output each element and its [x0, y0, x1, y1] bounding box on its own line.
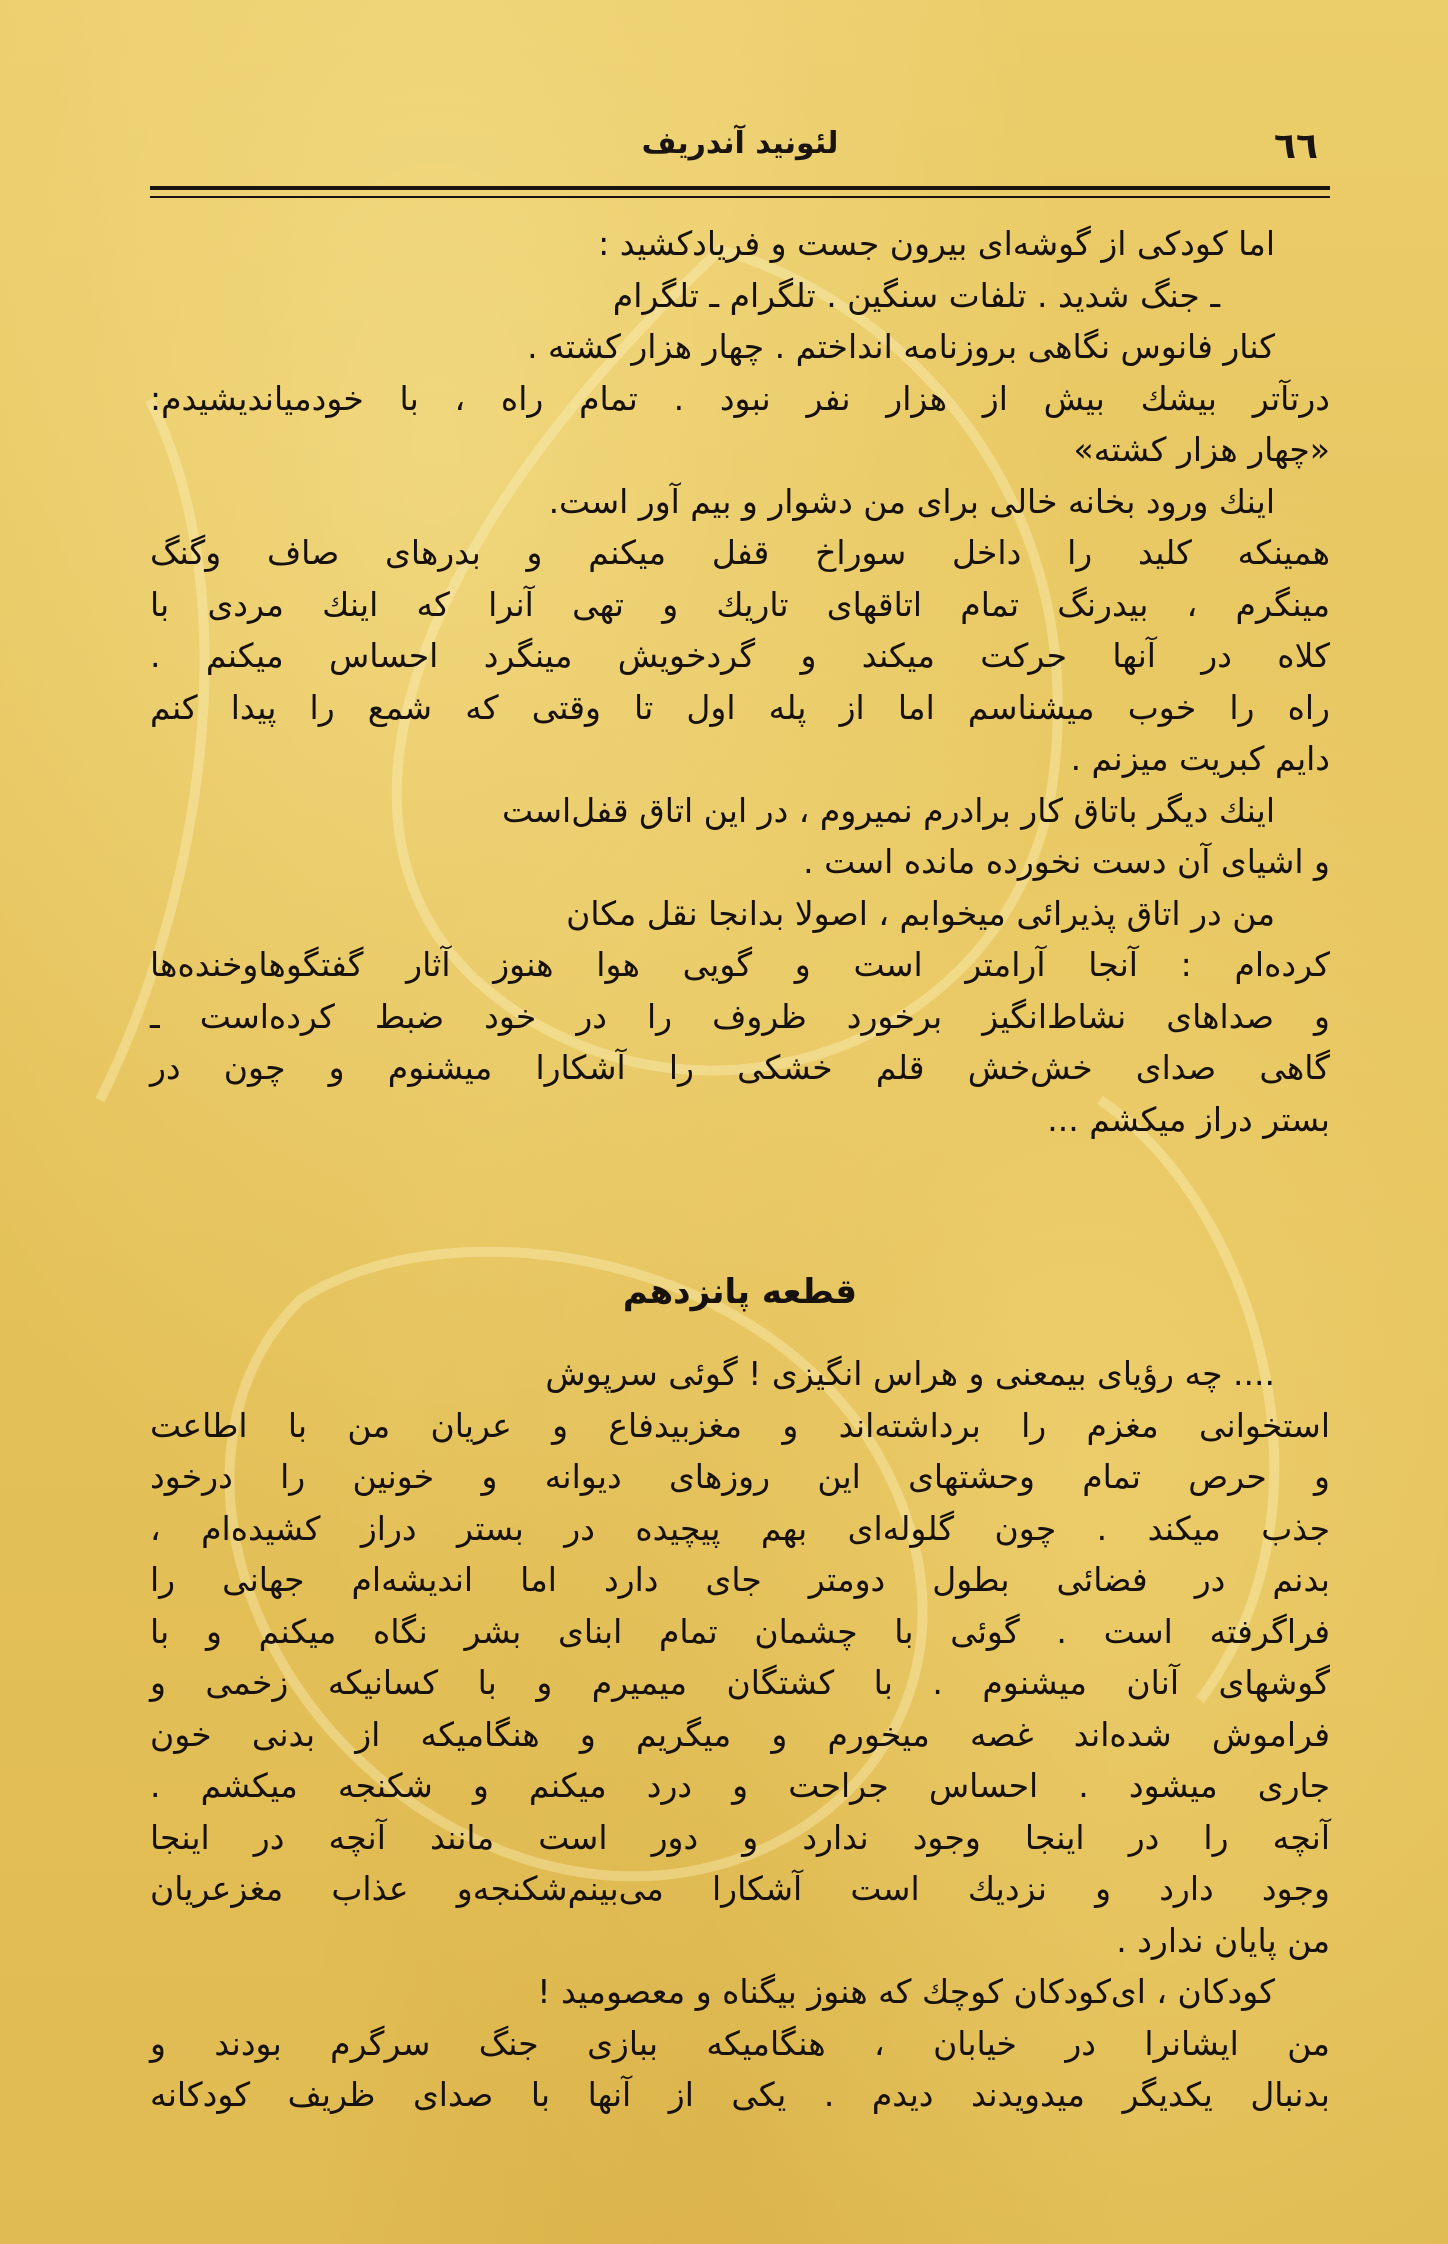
- text-line: کودکان ، ای‌کودکان کوچك که هنوز بیگناه و معصومید !: [537, 1972, 1275, 2011]
- text-line: راه را خوب میشناسم اما از پله اول تا وقتی که شمع را پیدا کنم: [150, 687, 1330, 727]
- text-line: و حرص تمام وحشتهای این روزهای دیوانه و خونین را درخود: [150, 1457, 1330, 1496]
- text-line: و صداهای نشاط‌انگیز برخورد ظروف را در خود ضبط کرده‌است ـ: [150, 996, 1330, 1036]
- text-line: استخوانی مغزم را برداشته‌اند و مغزبیدفاع و عریان من با اطاعت: [150, 1405, 1330, 1445]
- text-line: بدنم در فضائی بطول دومتر جای دارد اما اندیشه‌ام جهانی را: [150, 1560, 1330, 1599]
- text-line: و اشیای آن دست نخورده مانده است .: [803, 842, 1330, 881]
- text-line: کلاه در آنها حرکت میکند و گردخویش مینگرد احساس میکنم .: [150, 636, 1330, 675]
- text-line: گوشهای آنان میشنوم . با کشتگان میمیرم و با کسانیکه زخمی و: [150, 1663, 1330, 1702]
- text-line: من در اتاق پذیرائی میخوابم ، اصولا بدانجا نقل مکان: [566, 893, 1275, 933]
- section-two-text: [150, 1348, 1330, 2121]
- text-line: جذب میکند . چون گلوله‌ای بهم پیچیده در بستر دراز کشیده‌ام ،: [150, 1508, 1330, 1548]
- text-line: اینك دیگر باتاق کار برادرم نمیروم ، در این اتاق قفل‌است: [502, 790, 1275, 830]
- running-title: لئونید آندریف: [641, 126, 839, 161]
- header-rule-thin: [150, 196, 1330, 198]
- text-line: جاری میشود . احساس جراحت و درد میکنم و شکنجه میکشم .: [150, 1766, 1330, 1805]
- text-line: .... چه رؤیای بیمعنی و هراس انگیزی ! گوئی سرپوش: [545, 1354, 1275, 1393]
- text-line: بدنبال یکدیگر میدویدند دیدم . یکی از آنها با صدای ظریف کودکانه: [150, 2075, 1330, 2114]
- text-line: آنچه را در اینجا وجود ندارد و دور است مانند آنچه در اینجا: [150, 1817, 1330, 1857]
- text-line: گاهی صدای خش‌خش قلم خشکی را آشکارا میشنوم و چون در: [150, 1048, 1330, 1087]
- text-line: اما کودکی از گوشه‌ای بیرون جست و فریادکشید :: [598, 224, 1275, 263]
- text-line: من ایشانرا در خیابان ، هنگامیکه ببازی جنگ سرگرم بودند و: [150, 2023, 1330, 2063]
- header-rule-thick: [150, 186, 1330, 190]
- text-line: وجود دارد و نزدیك است آشکارا می‌بینم‌شکنجه‌و عذاب مغزعریان: [150, 1869, 1330, 1908]
- text-line: «چهار هزار کشته»: [1073, 430, 1330, 469]
- section-title: قطعه پانزدهم: [622, 1272, 858, 1312]
- page-header: [150, 118, 1330, 178]
- text-line: درتآتر بیشك بیش از هزار نفر نبود . تمام راه ، با خودمیاندیشیدم:: [150, 378, 1330, 418]
- text-line: اینك ورود بخانه خالی برای من دشوار و بیم آور است.: [548, 481, 1275, 521]
- text-line: کنار فانوس نگاهی بروزنامه انداختم . چهار هزار کشته .: [527, 327, 1275, 366]
- text-line: کرده‌ام : آنجا آرامتر است و گویی هوا هنوز آثار گفتگوهاوخنده‌ها: [150, 945, 1330, 984]
- text-line: فراگرفته است . گوئی با چشمان تمام ابنای بشر نگاه میکنم و با: [150, 1611, 1330, 1651]
- text-line: فراموش شده‌اند غصه میخورم و میگریم و هنگامیکه از بدنی خون: [150, 1714, 1330, 1754]
- page-number: ٦٦: [1274, 126, 1318, 167]
- text-line: بستر دراز میکشم ...: [1047, 1099, 1330, 1139]
- text-line: ـ جنگ شدید . تلفات سنگین . تلگرام ـ تلگرام: [612, 275, 1220, 315]
- text-line: من پایان ندارد .: [1116, 1920, 1330, 1960]
- text-line: مینگرم ، بیدرنگ تمام اتاقهای تاریك و تهی آنرا که اینك مردی با: [150, 584, 1330, 624]
- text-line: همینکه کلید را داخل سوراخ قفل میکنم و بدرهای صاف وگنگ: [150, 533, 1330, 572]
- section-one-text: [150, 218, 1330, 1145]
- text-line: دایم کبریت میزنم .: [1070, 739, 1330, 778]
